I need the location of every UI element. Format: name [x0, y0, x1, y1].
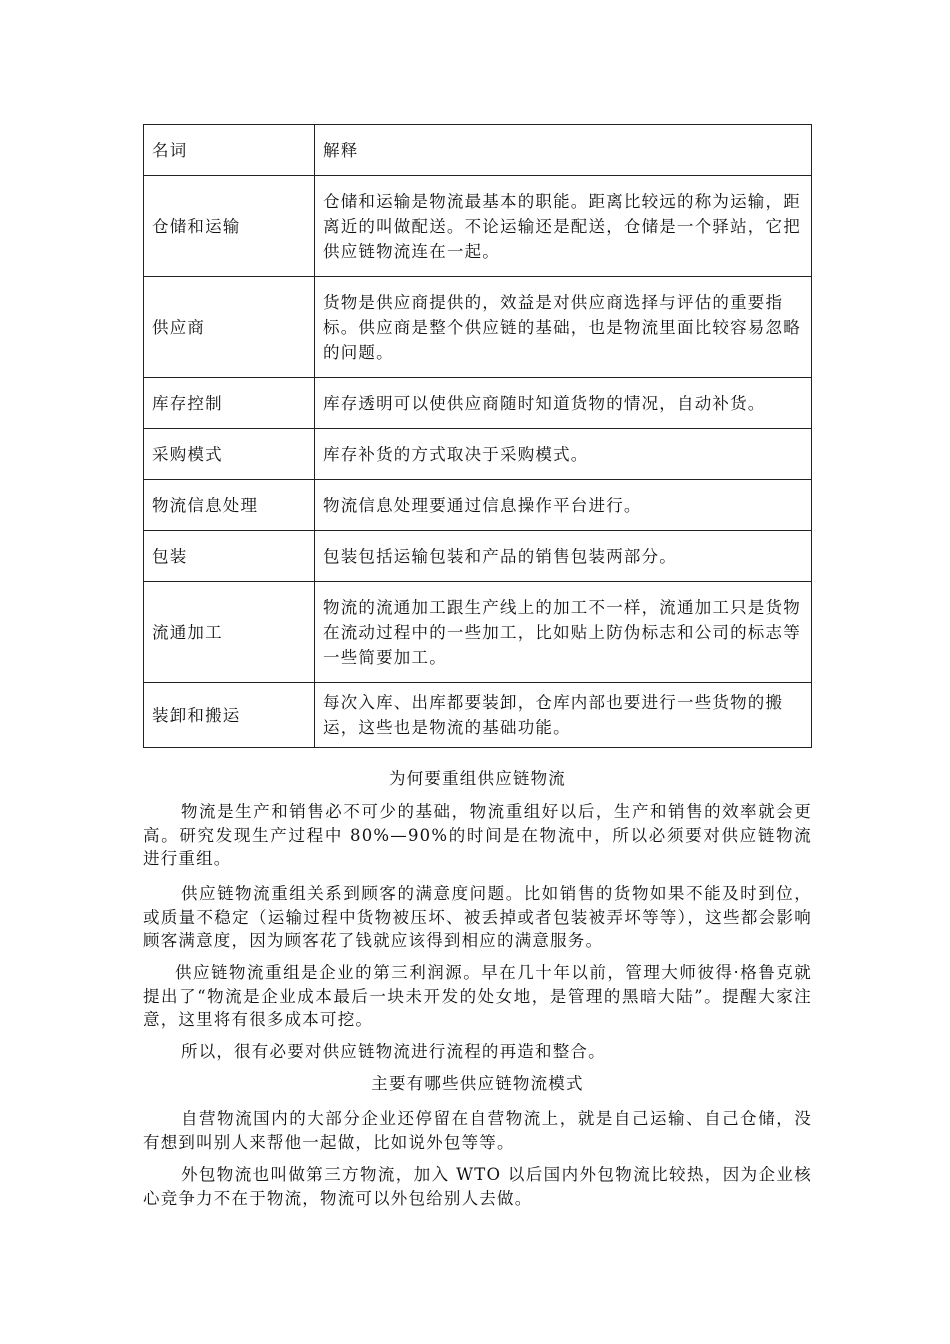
terms-table — [143, 124, 812, 748]
table-row — [144, 277, 812, 378]
term-cell: 包装 — [144, 531, 315, 582]
paragraph: 所以，很有必要对供应链物流进行流程的再造和整合。 — [181, 1042, 606, 1061]
table-row — [144, 480, 812, 531]
paragraph: 供应链物流重组是企业的第三利润源。早在几十年以前，管理大师彼得·格鲁克就提出了“物流是企业成本最后一块未开发的处女地，是管理的黑暗大陆”。提醒大家注意，这里将有很多成本可挖。 — [143, 963, 812, 1029]
explanation-cell: 物流的流通加工跟生产线上的加工不一样，流通加工只是货物在流动过程中的一些加工，比如贴上防伪标志和公司的标志等一些简要加工。 — [315, 582, 812, 683]
paragraph: 自营物流国内的大部分企业还停留在自营物流上，就是自己运输、自己仓储，没有想到叫别人来帮他一起做，比如说外包等等。 — [143, 1109, 812, 1152]
paragraph: 物流是生产和销售必不可少的基础，物流重组好以后，生产和销售的效率就会更高。研究发现生产过程中 80%—90%的时间是在物流中，所以必须要对供应链物流进行重组。 — [143, 802, 812, 868]
header-term: 名词 — [144, 125, 315, 176]
explanation-cell: 货物是供应商提供的，效益是对供应商选择与评估的重要指标。供应商是整个供应链的基础，也是物流里面比较容易忽略的问题。 — [315, 277, 812, 378]
paragraph: 外包物流也叫做第三方物流，加入 WTO 以后国内外包物流比较热，因为企业核心竞争力不在于物流，物流可以外包给别人去做。 — [143, 1165, 812, 1208]
term-cell: 库存控制 — [144, 378, 315, 429]
explanation-cell: 仓储和运输是物流最基本的职能。距离比较远的称为运输，距离近的叫做配送。不论运输还是配送，仓储是一个驿站，它把供应链物流连在一起。 — [315, 176, 812, 277]
table-row — [144, 683, 812, 748]
section-title: 为何要重组供应链物流 — [389, 769, 566, 788]
section-title: 主要有哪些供应链物流模式 — [371, 1074, 584, 1093]
term-cell: 仓储和运输 — [144, 176, 315, 277]
term-cell: 物流信息处理 — [144, 480, 315, 531]
term-cell: 装卸和搬运 — [144, 683, 315, 748]
term-cell: 采购模式 — [144, 429, 315, 480]
explanation-cell: 库存补货的方式取决于采购模式。 — [315, 429, 812, 480]
table-row — [144, 176, 812, 277]
table-row — [144, 582, 812, 683]
table-header-row — [144, 125, 812, 176]
explanation-cell: 包装包括运输包装和产品的销售包装两部分。 — [315, 531, 812, 582]
term-cell: 供应商 — [144, 277, 315, 378]
term-cell: 流通加工 — [144, 582, 315, 683]
explanation-cell: 每次入库、出库都要装卸，仓库内部也要进行一些货物的搬运，这些也是物流的基础功能。 — [315, 683, 812, 748]
table-row — [144, 378, 812, 429]
header-explanation: 解释 — [315, 125, 812, 176]
paragraph: 供应链物流重组关系到顾客的满意度问题。比如销售的货物如果不能及时到位，或质量不稳定（运输过程中货物被压坏、被丢掉或者包装被弄坏等等），这些都会影响顾客满意度，因为顾客花了钱就应该得到相应的满意服务。 — [143, 884, 812, 950]
table-row — [144, 429, 812, 480]
table-row — [144, 531, 812, 582]
explanation-cell: 物流信息处理要通过信息操作平台进行。 — [315, 480, 812, 531]
explanation-cell: 库存透明可以使供应商随时知道货物的情况，自动补货。 — [315, 378, 812, 429]
